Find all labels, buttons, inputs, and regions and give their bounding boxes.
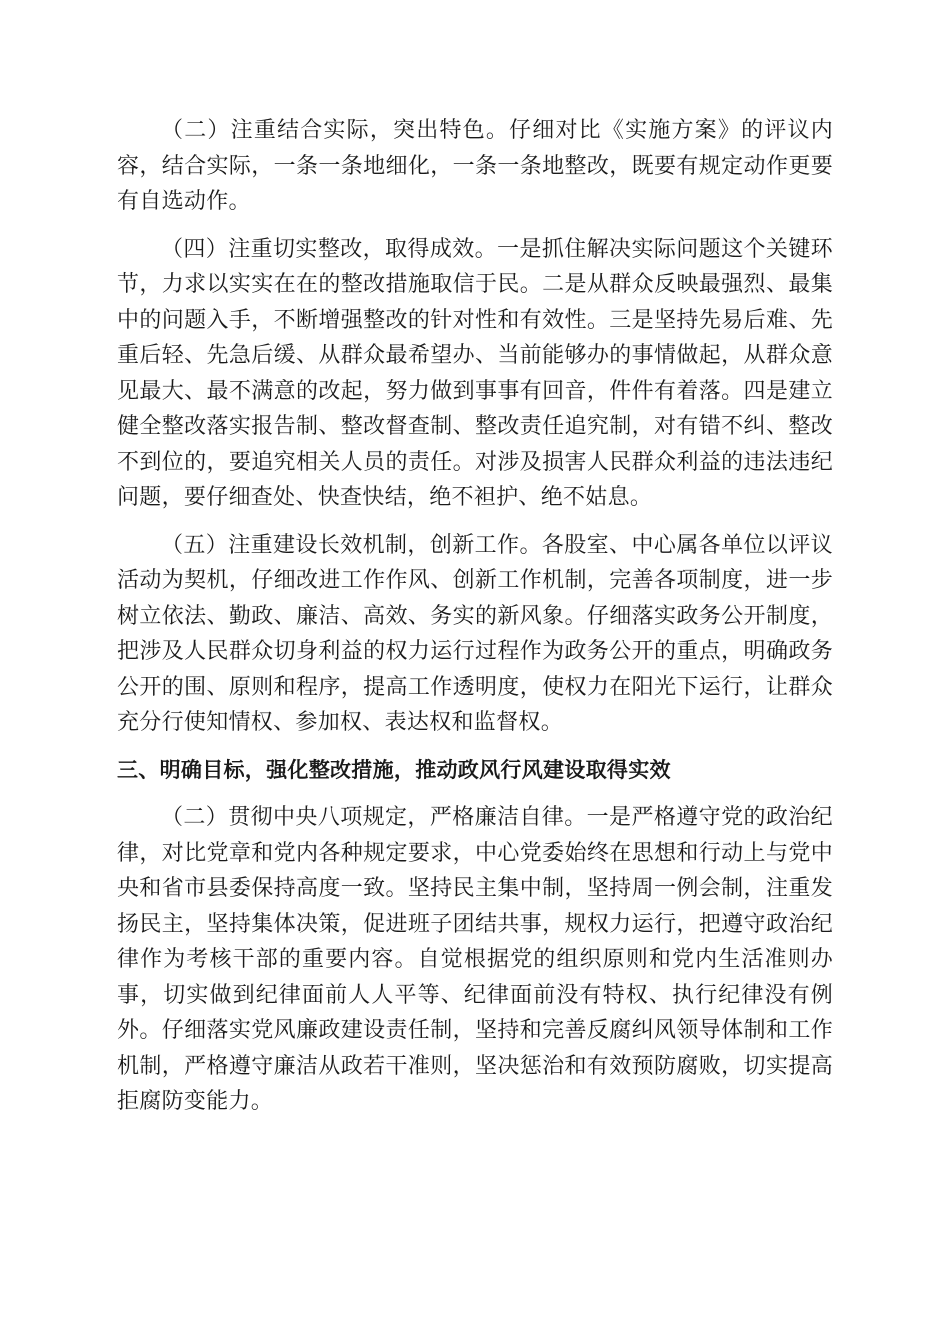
paragraph-two-eight-rules: （二）贯彻中央八项规定，严格廉洁自律。一是严格遵守党的政治纪律，对比党章和党内各种规定要求，中心党委始终在思想和行动上与党中央和省市县委保持高度一致。坚持民主集中制，坚持周一例会制，注重发扬民主，坚持集体决策，促进班子团结共事，规权力运行，把遵守政治纪律作为考核干部的重要内容。自觉根据党的组织原则和党内生活准则办事，切实做到纪律面前人人平等、纪律面前没有特权、执行纪律没有例外。仔细落实党风廉政建设责任制，坚持和完善反腐纠风领导体制和工作机制，严格遵守廉洁从政若干准则，坚决惩治和有效预防腐败，切实提高拒腐防变能力。 xyxy=(117,805,833,1114)
document-body xyxy=(117,113,833,1132)
paragraph-four-rectification: （四）注重切实整改，取得成效。一是抓住解决实际问题这个关键环节，力求以实实在在的整改措施取信于民。二是从群众反映最强烈、最集中的问题入手，不断增强整改的针对性和有效性。三是坚持先易后难、先重后轻、先急后缓、从群众最希望办、当前能够办的事情做起，从群众意见最大、最不满意的改起，努力做到事事有回音，件件有着落。四是建立健全整改落实报告制、整改督查制、整改责任追究制，对有错不纠、整改不到位的，要追究相关人员的责任。对涉及损害人民群众利益的违法违纪问题，要仔细查处、快查快结，绝不袒护、绝不姑息。 xyxy=(117,236,833,510)
paragraph-two-practical: （二）注重结合实际，突出特色。仔细对比《实施方案》的评议内容，结合实际，一条一条地细化，一条一条地整改，既要有规定动作更要有自选动作。 xyxy=(117,118,833,214)
paragraph-five-mechanism: （五）注重建设长效机制，创新工作。各股室、中心属各单位以评议活动为契机，仔细改进工作作风、创新工作机制，完善各项制度，进一步树立依法、勤政、廉洁、高效、务实的新风象。仔细落实政务公开制度，把涉及人民群众切身利益的权力运行过程作为政务公开的重点，明确政务公开的围、原则和程序，提高工作透明度，使权力在阳光下运行，让群众充分行使知情权、参加权、表达权和监督权。 xyxy=(117,532,833,735)
section-heading-three: 三、明确目标，强化整改措施，推动政风行风建设取得实效 xyxy=(117,757,671,782)
